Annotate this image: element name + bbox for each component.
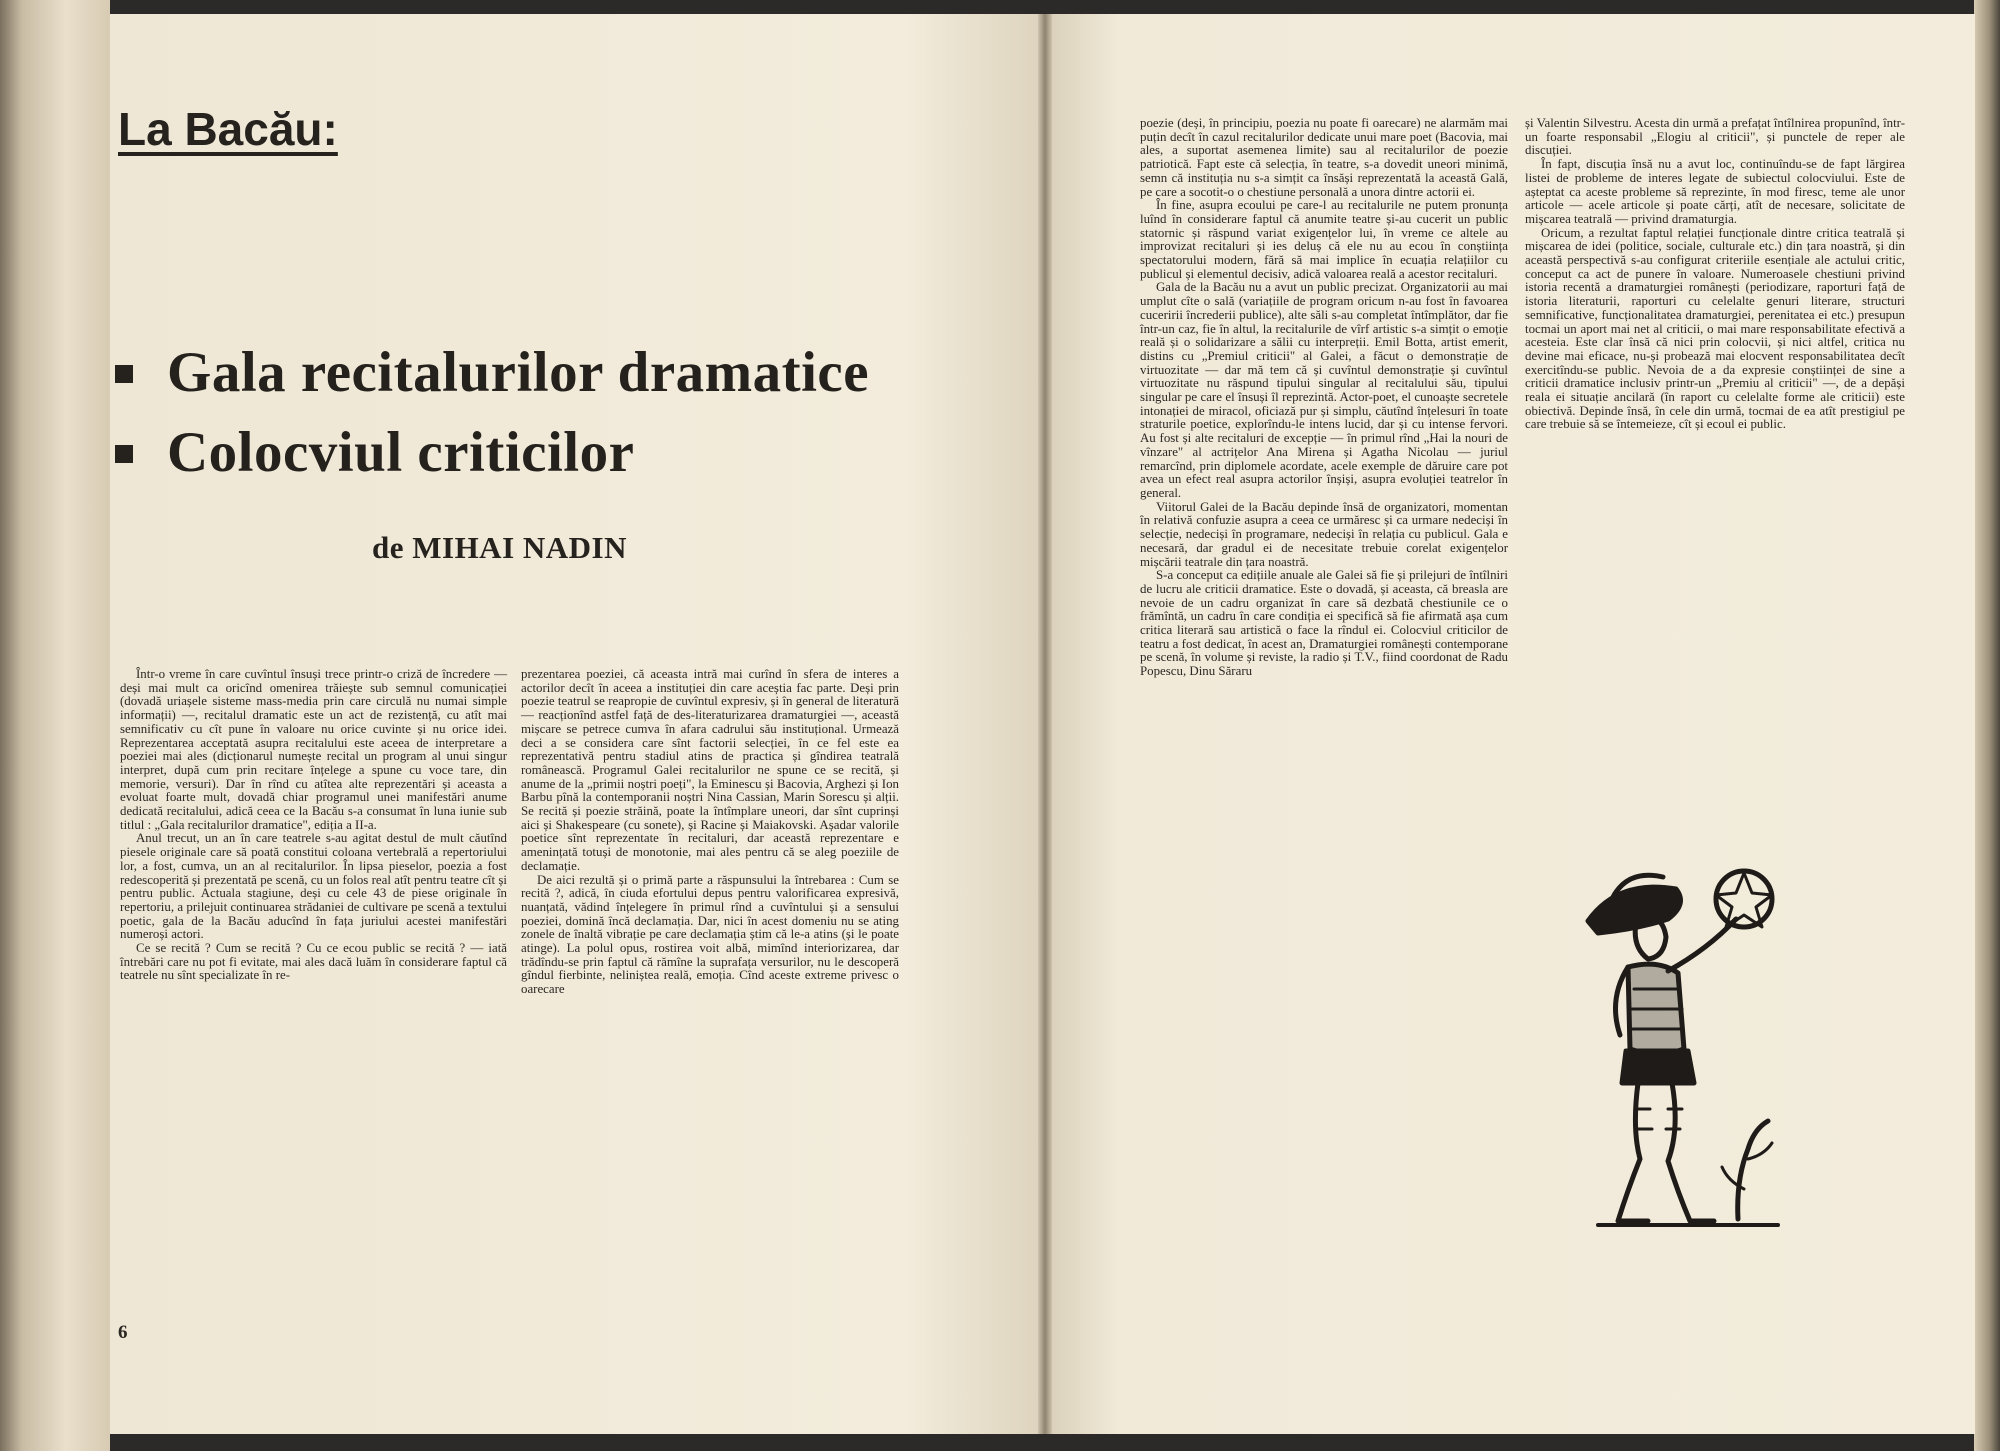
square-bullet-icon <box>115 445 133 463</box>
woodcut-figure-holding-star-icon <box>1568 859 1798 1239</box>
paragraph: Oricum, a rezultat faptul relației funcționale dintre critica teatrală și mișcarea de idei (politice, sociale, culturale etc.) din țara noastră, și din această perspectivă s-au configurat criteriile esențiale ale actului critic, conceput ca act de punere în valoare. Numeroasele chestiuni privind istoria recentă a dramaturgiei românești (periodizare, raporturi față de istoria literaturii, raporturi cu celelalte genuri literare, structuri semnificative, funcționalitatea dramaturgiei, perenitatea ei etc.) presupun tocmai un aport mai net al criticii, o mai mare responsabilitate efectivă a acesteia. Este clar însă că nici prin colocvii, și nici altfel, critica nu devine mai eficace, nu-și probează mai elocvent responsabilitatea decît exercitîndu-se public. Nevoia de a da expresie conștiinței de sine a criticii dramatice inclusiv printr-un „Premiu al criticii" —, de a depăși reala ei situație ancilară (în raport cu celelalte forme ale criticii) este obiectivă. Depinde însă, în cele din urmă, tocmai de ea atît prestigiul pe care trebuie să se întemeieze, cît și ecoul ei public. <box>1525 225 1905 432</box>
paragraph: În fine, asupra ecoului pe care-l au recitalurile ne putem pronunța luînd în considerare faptul că anumite teatre și-au cucerit un public statornic și răspund variat exigențelor lui, în vreme ce altele au improvizat recitaluri și ies deluș că ele nu au ecou în conștiința spectatorului modern, fără să mai implice în ecuația relațiilor cu publicul și elementul decisiv, adică valoarea reală a acestor recitaluri. <box>1140 198 1508 281</box>
headline-gala <box>115 340 869 405</box>
paragraph: și Valentin Silvestru. Acesta din urmă a prefațat întîlnirea propunînd, într-un foarte responsabil „Elogiu al criticii", și punctele de reper ale discuției. <box>1525 116 1905 158</box>
square-bullet-icon <box>115 365 133 383</box>
paragraph: Viitorul Galei de la Bacău depinde însă de organizatori, momentan în relativă confuzie asupra a ceea ce urmăresc și ca urmare nedeciși în selecție, nedeciși în programare, nedeciși în relația cu publicul. Gala e necesară, dar gradul ei de necesitate trebuie corelat exigențelor mișcării teatrale din țara noastră. <box>1140 499 1508 569</box>
paragraph: poezie (deși, în principiu, poezia nu poate fi oarecare) ne alarmăm mai puțin decît în cazul recitalurilor dedicate unui mare poet (Bacovia, mai ales, a suportat asemenea limite) sau al recitalurilor de poezie patriotică. Fapt este că selecția, în teatre, s-a dovedit uneori minimă, semn că instituția nu s-a simțit ca însăși reprezentată la această Gală, pe care a socotit-o o chestiune personală a unora dintre actorii ei. <box>1140 116 1508 199</box>
paragraph: Într-o vreme în care cuvîntul însuși trece printr-o criză de încredere — deși mai mult ca oricînd omenirea trăiește sub semnul comunicației (dovadă uriașele sisteme mass-media prin care circulă nu numai simple informații) —, recitalul dramatic este un act de rezistență, cu atît mai semnificativ cu cît pune în valoare nu orice cuvinte și nu orice idei. Reprezentarea acceptată asupra recitalului este aceea de interpretare a poeziei mai ales (dicționarul numește recital un program al unui singur interpret, după cum prin recitare înțelege a spune cu voce tare, din memorie, versuri). Dar în rînd cu atîtea alte reprezentări și aceasta a evoluat foarte mult, dovadă chiar programul unei manifestări anume dedicată recitalului, adică ceea ce la Bacău s-a consumat în luna iunie sub titlul : „Gala recitalurilor dramatice", ediția a II-a. <box>120 667 507 832</box>
paragraph: Ce se recită ? Cum se recită ? Cu ce ecou public se recită ? — iată întrebări care nu pot fi evitate, mai ales dacă luăm în considerare faptul că teatrele nu sînt specializate în re- <box>120 941 507 983</box>
page-number: 6 <box>118 1322 128 1343</box>
paragraph: De aici rezultă și o primă parte a răspunsului la întrebarea : Cum se recită ?, adică, în ciuda efortului depus pentru valorificarea expresivă, nuanțată, vădind înțelegere în primul rînd a cuvîntului și a sensului poeziei, domină încă declamația. Dar, nici în acest domeniu nu se ating zonele de înaltă vibrație pe care declamația știm că le-a atins (și le poate atinge). La polul opus, rostirea voit albă, mimînd interiorizarea, dar trădîndu-se prin faptul că rămîne la suprafața versurilor, nu le descoperă gîndul fierbinte, neliniștea reală, emoția. Cînd aceste extreme privesc o oarecare <box>521 872 899 997</box>
paragraph: Gala de la Bacău nu a avut un public precizat. Organizatorii au mai umplut cîte o sală (variațiile de program oricum n-au fost în favoarea cuceririi încrederii publice), alte săli s-au completat întîmplător, dar fie într-un caz, fie în altul, la recitalurile de vîrf artistic s-a simțit o emoție reală și o solidarizare a sălii cu interpreții. Emil Botta, artist emerit, distins cu „Premiul criticii" al Galei, a făcut o demonstrație de virtuozitate — dar mă tem că și cuvîntul demonstrație și cuvîntul virtuozitate nu răspund tipului singular al recitalului său, tipului singular pe care el însuși îl reprezintă. Actor-poet, el cunoaște secretele intonației de miracol, oficiază pur și simplu, căutînd înțelesuri în toate straturile poetice, explorîndu-le intens lucid, dar și cu intense fervori. Au fost și alte recitaluri de excepție — în primul rînd „Hai la nouri de vînzare" al actrițelor Ana Mirena și Agatha Nicolau — juriul remarcînd, prin diplomele acordate, acele exemple de dăruire care pot avea un efect real asupra actorilor înșiși, asupra evoluției teatrelor în general. <box>1140 280 1508 500</box>
paragraph: Anul trecut, un an în care teatrele s-au agitat destul de mult căutînd piesele originale care să poată constitui coloana vertebrală a repertoriului lor, a fost, cumva, un an al recitalurilor. În lipsa pieselor, poezia a fost redescoperită și prezentată pe scenă, cu un folos real atît pentru teatre cît și pentru public. Actuala stagiune, deși cu cele 43 de piese originale în repertoriu, a prilejuit continuarea strădaniei de cultivare pe scenă a textului poetic, gala de la Bacău aducînd în fața juriului acestei manifestări numeroși actori. <box>120 831 507 942</box>
book-left-edge <box>0 0 110 1451</box>
section-kicker: La Bacău: <box>118 103 338 155</box>
byline: de MIHAI NADIN <box>372 530 627 565</box>
headline-colocviu-text: Colocviul criticilor <box>167 421 635 484</box>
text-column-3 <box>1140 117 1508 1417</box>
text-column-2 <box>521 668 899 1328</box>
headline-colocviu <box>115 420 634 485</box>
headline-gala-text: Gala recitalurilor dramatice <box>167 341 870 404</box>
paragraph: În fapt, discuția însă nu a avut loc, continuîndu-se de fapt lărgirea listei de probleme de interes legate de subiectul colocviului. Este de așteptat ca aceste probleme să reprezinte, în mod firesc, teme ale unor articole — acele articole și poate cărți, atît de necesare, solicitate de mișcarea teatrală — privind dramaturgia. <box>1525 157 1905 226</box>
text-column-4 <box>1525 117 1905 777</box>
book-right-edge <box>1974 0 2000 1451</box>
text-column-1 <box>120 668 507 1328</box>
right-page-content <box>1045 14 1975 1434</box>
paragraph: prezentarea poeziei, că aceasta intră mai curînd în sfera de interes a actorilor decît în aceea a instituției din care aceștia fac parte. Deși prin poezie teatrul se reapropie de cuvîntul expresiv, și în general de literatură — reacționînd astfel față de des-literaturizarea dramaturgiei —, această mișcare se petrece cumva în afara cadrului său instituțional. Urmează deci a se considera care sînt factorii selecției, în ce fel este ea reprezentativă pentru stadiul atins de practica și gîndirea teatrală românească. Programul Galei recitalurilor ne spune ce se recită, și anume de la „primii noștri poeți", la Eminescu și Bacovia, Arghezi și Ion Barbu pînă la contemporanii noștri Nina Cassian, Marin Sorescu și alții. Se recită și poezie străină, poate la întîmplare uneori, dar sînt cuprinși aici și Shakespeare (cu sonete), și Racine și Maiakovski. Așadar valorile poetice sînt reprezentate în recitaluri, dar această reprezentare e amenințată totuși de monotonie, mai ales pentru că se aleg poeziile de declamație. <box>521 667 899 873</box>
paragraph: S-a conceput ca edițiile anuale ale Galei să fie și prilejuri de întîlniri de lucru ale criticii dramatice. Este o dovadă, și aceasta, că breasla are nevoie de un cadru organizat în care să dezbată chestiunile ce o frămîntă, un cadru în care condiția ei specifică să fie afirmată așa cum critica literară sau artistică o face la rîndul ei. Colocviul criticilor de teatru a fost dedicat, în acest an, Dramaturgiei românești contemporane pe scenă, în volume și reviste, la radio și T.V., fiind coordonat de Radu Popescu, Dinu Săraru <box>1140 568 1508 679</box>
